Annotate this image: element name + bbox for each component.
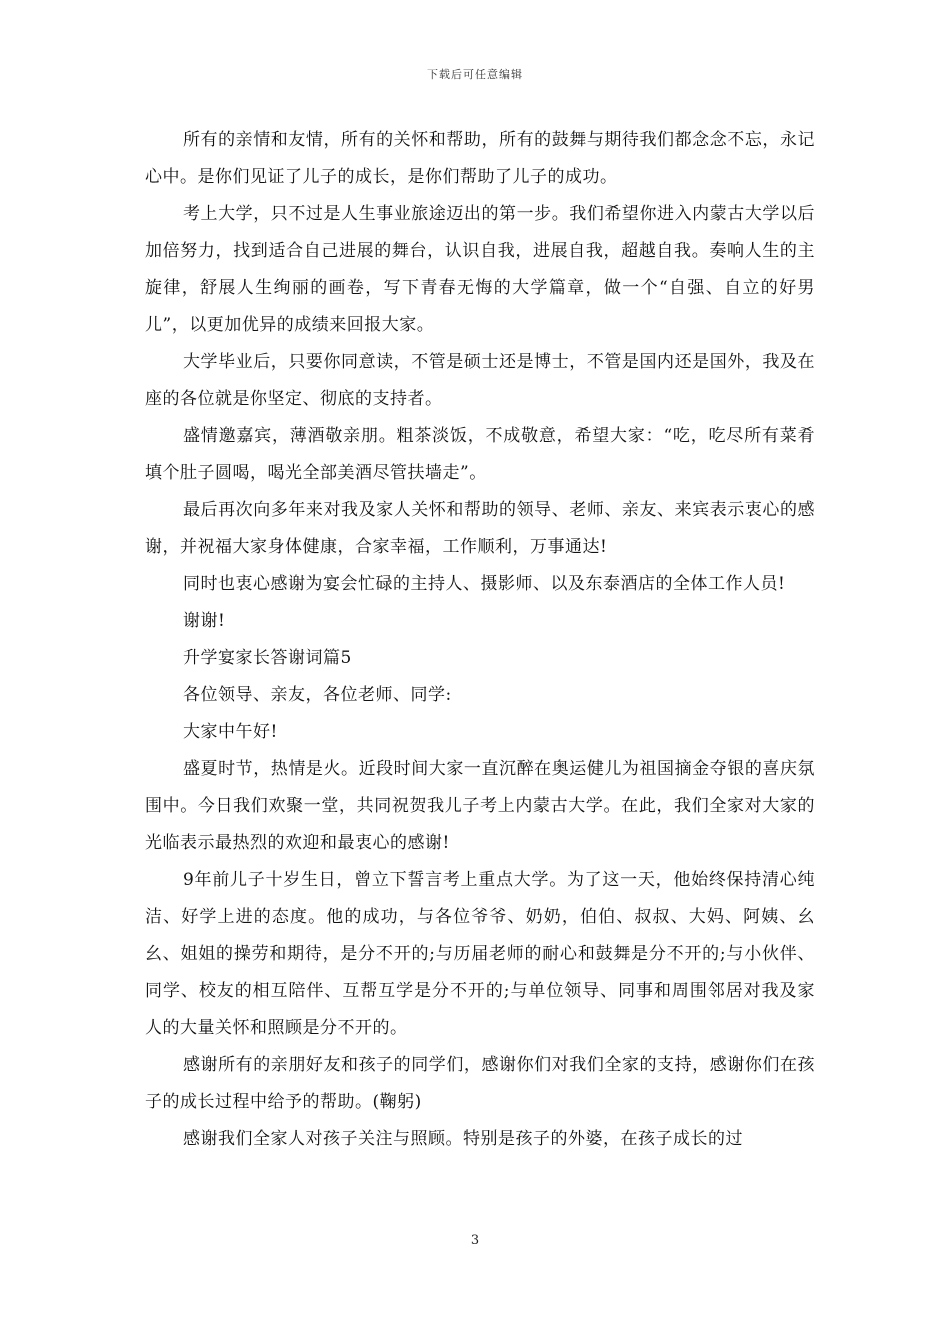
paragraph: 感谢所有的亲朋好友和孩子的同学们，感谢你们对我们全家的支持，感谢你们在孩子的成长过程中给予的帮助。(鞠躬) (145, 1055, 815, 1112)
paragraph: 感谢我们全家人对孩子关注与照顾。特别是孩子的外婆，在孩子成长的过 (183, 1129, 743, 1149)
paragraph: 同时也衷心感谢为宴会忙碌的主持人、摄影师、以及东泰酒店的全体工作人员! (183, 574, 786, 594)
greeting: 大家中午好! (183, 722, 278, 742)
paragraph: 大学毕业后，只要你同意读，不管是硕士还是博士，不管是国内还是国外，我及在座的各位就是你坚定、彻底的支持者。 (145, 352, 815, 409)
section-title: 升学宴家长答谢词篇5 (183, 648, 352, 668)
paragraph: 9年前儿子十岁生日，曾立下誓言考上重点大学。为了这一天，他始终保持清心纯洁、好学上进的态度。他的成功，与各位爷爷、奶奶，伯伯、叔叔、大妈、阿姨、幺幺、姐姐的操劳和期待，是分不开的;与历届老师的耐心和鼓舞是分不开的;与小伙伴、同学、校友的相互陪伴、互帮互学是分不开的;与单位领导、同事和周围邻居对我及家人的大量关怀和照顾是分不开的。 (145, 870, 815, 1038)
paragraph: 考上大学，只不过是人生事业旅途迈出的第一步。我们希望你进入内蒙古大学以后加倍努力，找到适合自己进展的舞台，认识自我，进展自我，超越自我。奏响人生的主旋律，舒展人生绚丽的画卷，写下青春无悔的大学篇章，做一个“自强、自立的好男儿”，以更加优异的成绩来回报大家。 (145, 204, 815, 335)
paragraph: 最后再次向多年来对我及家人关怀和帮助的领导、老师、亲友、来宾表示衷心的感谢，并祝福大家身体健康，合家幸福，工作顺利，万事通达! (145, 500, 815, 557)
paragraph: 所有的亲情和友情，所有的关怀和帮助，所有的鼓舞与期待我们都念念不忘，永记心中。是你们见证了儿子的成长，是你们帮助了儿子的成功。 (145, 130, 815, 187)
page-header: 下载后可任意编辑 (427, 68, 523, 81)
paragraph: 盛情邀嘉宾，薄酒敬亲朋。粗茶淡饭，不成敬意，希望大家：“吃，吃尽所有菜肴填个肚子圆喝，喝光全部美酒尽管扶墙走”。 (145, 426, 815, 483)
salutation: 各位领导、亲友，各位老师、同学: (183, 685, 452, 705)
document-body (145, 122, 815, 1158)
paragraph: 盛夏时节，热情是火。近段时间大家一直沉醉在奥运健儿为祖国摘金夺银的喜庆氛围中。今日我们欢聚一堂，共同祝贺我儿子考上内蒙古大学。在此，我们全家对大家的光临表示最热烈的欢迎和最衷心的感谢! (145, 759, 815, 853)
page-number: 3 (470, 1233, 480, 1248)
closing-thanks: 谢谢! (183, 611, 226, 631)
